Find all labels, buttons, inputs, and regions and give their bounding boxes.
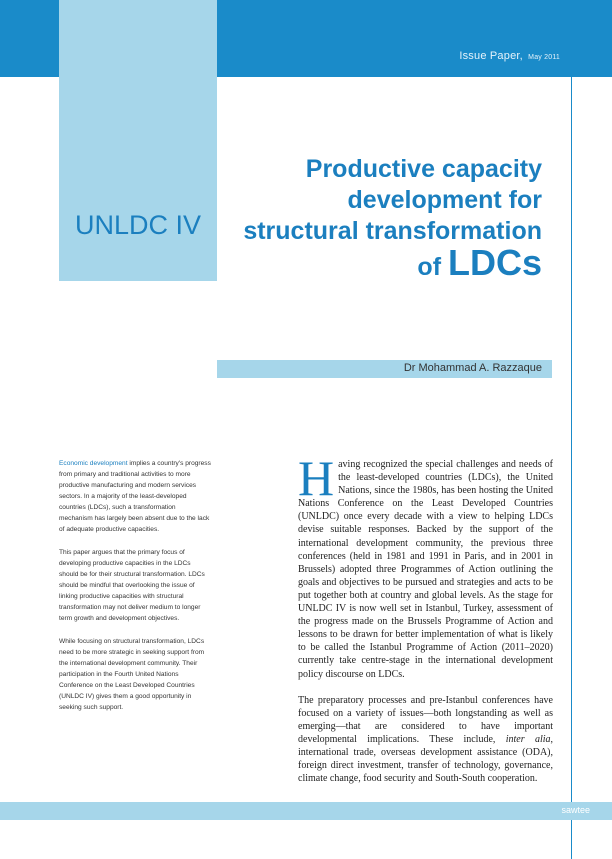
body-p2-start: The preparatory processes and pre-Istanbul conferences have focused on a variety of issues—both longstanding as well as emerging—that are considered to have important developmental implications. These include, <box>298 694 553 745</box>
summary-p1-text: implies a country's progress from primary and traditional activities to more productive manufacturing and modern services sectors. In a majority of the least-developed countries (LDCs), such a transformation mechanism has largely been absent due to the lack of adequate productive capacities. <box>59 460 211 533</box>
body-p2-end: , international trade, overseas development assistance (ODA), foreign direct investment, transfer of technology, governance, climate change, food security and South-South cooperation. <box>298 733 553 785</box>
body-paragraph-1 <box>298 450 553 681</box>
conference-title: UNLDC IV <box>74 210 202 240</box>
issue-date: May 2011 <box>528 54 560 61</box>
body-p2-italic: inter alia <box>505 733 551 745</box>
summary-paragraph-1 <box>59 458 211 535</box>
conference-block <box>59 0 217 281</box>
body-paragraph-2 <box>298 694 553 786</box>
title-line-3: structural transformation <box>243 217 542 245</box>
main-body <box>298 450 553 798</box>
title-line-2: development for <box>347 186 542 214</box>
drop-cap: H <box>298 450 335 506</box>
issue-type: Issue Paper, <box>459 50 523 62</box>
body-p1-text: aving recognized the special challenges and needs of the least-developed countries (LDCs), the United Nations, since the 1980s, has been hosting the United Nations Conference on the Least Developed Countries (UNLDC) once every decade with a view to helping LDCs devise suitable responses. Backed by the support of the international development community, the previous three conferences (held in 1981 and 1991 in Paris, and in 2001 in Brussels) adopted three Programmes of Action outlining the goals and objectives to be pursued and strategies and acts to be put together both at country and global levels. As the stage for UNLDC IV is now well set in Istanbul, Turkey, assessment of the progress made on the Brussels Programme of Action and lessons to be drawn for better implementation of what is likely to be called the Istanbul Programme of Action (2011–2020) currently take centre-stage in the international development policy discourse on LDCs. <box>298 459 553 680</box>
page-title <box>202 154 542 283</box>
issue-label <box>459 50 560 62</box>
footer-brand: sawtee <box>561 805 590 815</box>
summary-paragraph-3: While focusing on structural transformation, LDCs need to be more strategic in seeking support from the international development community. Their participation in the Fourth United Nations Conference on the Least Developed Countries (UNLDC IV) gives them a good opportunity in seeking such support. <box>59 638 205 711</box>
title-line-4 <box>202 242 542 283</box>
footer-bar <box>0 802 612 820</box>
title-line-1: Productive capacity <box>305 155 542 183</box>
title-line-4-prefix: of <box>417 253 442 281</box>
summary-sidebar <box>59 458 211 725</box>
title-line-4-big: LDCs <box>447 242 542 283</box>
author-bar <box>217 360 552 378</box>
summary-highlight: Economic development <box>59 460 128 467</box>
author-name: Dr Mohammad A. Razzaque <box>403 362 542 374</box>
summary-paragraph-2: This paper argues that the primary focus of developing productive capacities in the LDCs should be for their structural transformation. LDCs should be mindful that overlooking the issue of linking productive capacities with structural transformation may not deliver medium to longer term growth and development objectives. <box>59 549 205 622</box>
vertical-rule <box>571 77 572 859</box>
